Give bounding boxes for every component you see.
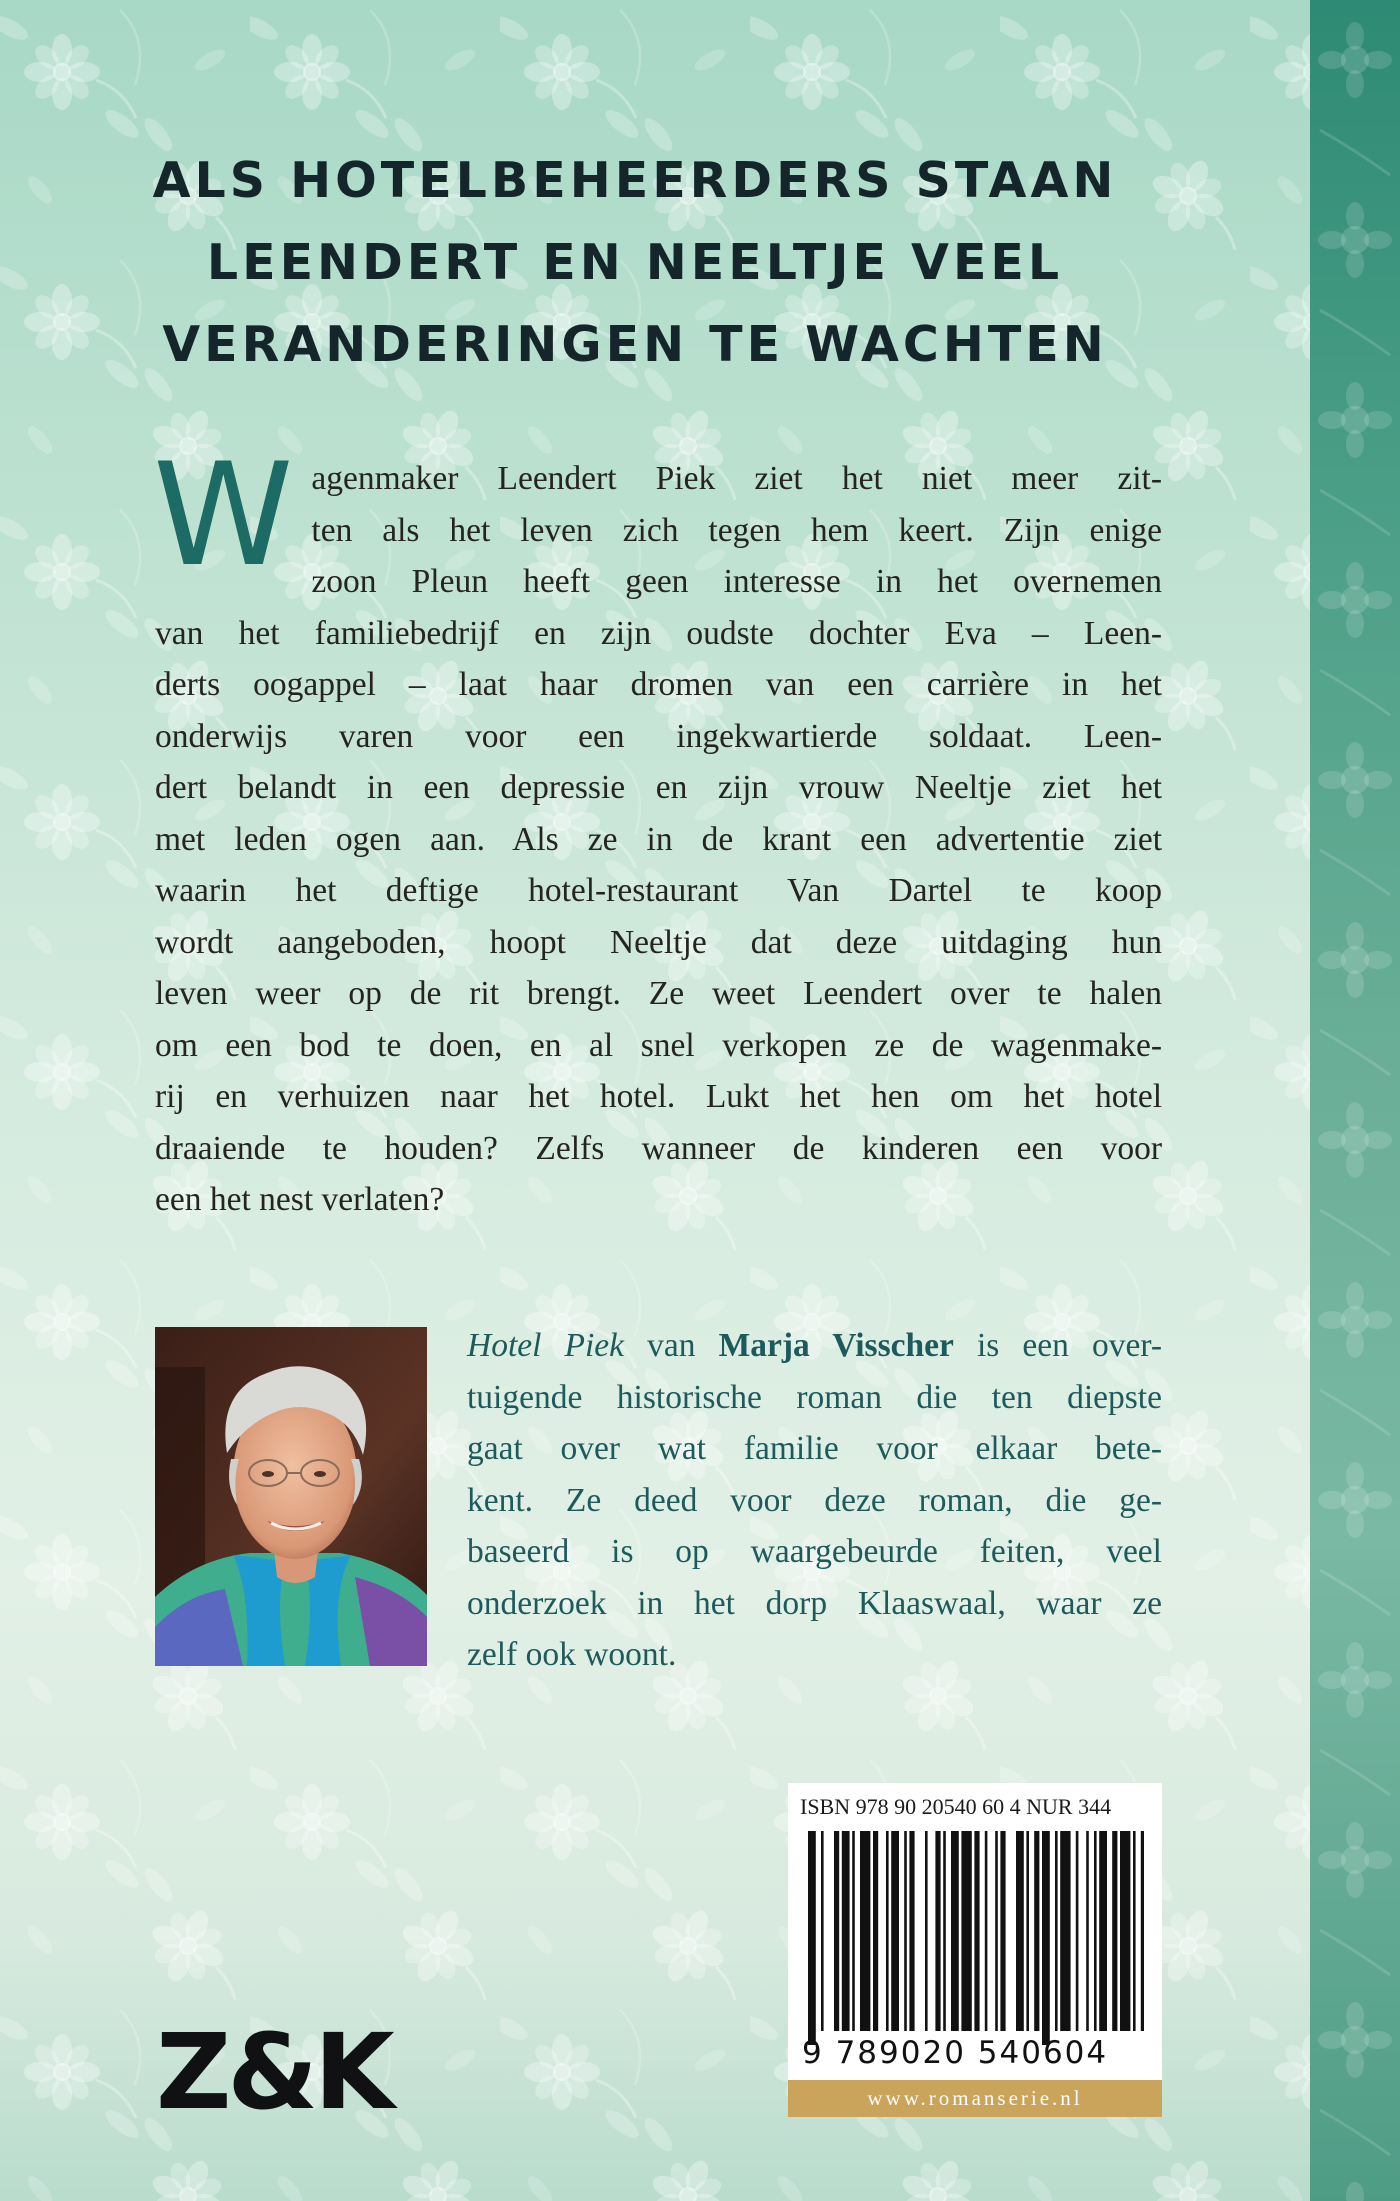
barcode-bar	[925, 1831, 928, 2031]
blurb-line: dert belandt in een depressie en zijn vrouw Neeltje ziet het	[155, 769, 1162, 806]
barcode-bar	[1112, 1831, 1117, 2031]
blurb-line: van het familiebedrijf en zijn oudste dochter Eva – Leen-	[155, 614, 1162, 652]
author-note-line: gaat over wat familie voor elkaar bete-	[467, 1430, 1162, 1467]
website-bar	[788, 2080, 1162, 2117]
headline	[150, 140, 1120, 386]
barcode-bar	[1000, 1831, 1005, 2031]
barcode-bar	[1086, 1831, 1089, 2031]
barcode-bar	[1042, 1831, 1050, 2045]
barcode-bar	[1094, 1831, 1097, 2031]
barcode-bar	[852, 1831, 855, 2031]
barcode-bar	[909, 1831, 914, 2031]
barcode-bar	[891, 1831, 899, 2031]
barcode-bar	[886, 1831, 889, 2031]
spine-floral-pattern	[1310, 0, 1400, 2201]
headline-line: VERANDERINGEN TE WACHTEN	[162, 316, 1108, 373]
barcode-bar	[951, 1831, 959, 2031]
barcode-bar	[1034, 1831, 1039, 2031]
barcode-bar	[1133, 1831, 1136, 2031]
barcode-bar	[935, 1831, 940, 2031]
author-note-connector: van	[624, 1327, 719, 1364]
barcode-bar	[974, 1831, 979, 2031]
barcode-bar	[808, 1831, 816, 2045]
author-note-line: zelf ook woont.	[467, 1636, 677, 1673]
barcode-bar	[1026, 1831, 1029, 2031]
isbn-text: ISBN 978 90 20540 60 4 NUR 344	[800, 1794, 1112, 1819]
barcode-bar	[985, 1831, 988, 2031]
author-note-line	[467, 1320, 1162, 1372]
blurb-line: leven weer op de rit brengt. Ze weet Leendert over te halen	[155, 975, 1162, 1012]
barcode-bar	[1016, 1831, 1024, 2031]
blurb-line: ten als het leven zich tegen hem keert. Zijn enige	[311, 511, 1162, 549]
barcode-bar	[1060, 1831, 1070, 2031]
barcode-bar	[904, 1831, 907, 2031]
barcode-bar	[943, 1831, 946, 2031]
spine-strip	[1310, 0, 1400, 2201]
barcode-bar	[995, 1831, 998, 2031]
barcode-bar	[834, 1831, 839, 2031]
headline-line: LEENDERT EN NEELTJE VEEL	[206, 234, 1064, 291]
blurb-line: zoon Pleun heeft geen interesse in het overnemen	[311, 563, 1162, 600]
barcode-bar	[1099, 1831, 1107, 2031]
book-title: Hotel Piek	[467, 1327, 625, 1364]
blurb-line: agenmaker Leendert Piek ziet het niet meer zit-	[311, 460, 1162, 497]
blurb-line: om een bod te doen, en al snel verkopen ze de wagenmake-	[155, 1026, 1162, 1064]
author-note-text: is een over-	[953, 1327, 1163, 1364]
author-note	[467, 1320, 1162, 1681]
barcode-bar	[1141, 1831, 1144, 2031]
blurb-line: draaiende te houden? Zelfs wanneer de kinderen een voor	[155, 1129, 1162, 1167]
blurb-paragraph	[153, 433, 1162, 1226]
blurb-line: rij en verhuizen naar het hotel. Lukt het hen om het hotel	[155, 1078, 1162, 1115]
barcode-panel	[788, 1783, 1162, 2117]
author-note-line: kent. Ze deed voor deze roman, die ge-	[467, 1481, 1162, 1519]
blurb-line: een het nest verlaten?	[155, 1181, 445, 1218]
author-photo	[155, 1327, 427, 1666]
author-note-line: tuigende historische roman die ten diepste	[467, 1378, 1162, 1416]
barcode-bar	[1076, 1831, 1079, 2031]
publisher-logo: Z&K	[156, 2011, 391, 2133]
barcode-digits: 9 789020 540604	[802, 2035, 1109, 2071]
blurb-line: onderwijs varen voor een ingekwartierde soldaat. Leen-	[155, 717, 1162, 755]
author-note-line: onderzoek in het dorp Klaaswaal, waar ze	[467, 1584, 1162, 1622]
website-url[interactable]: www.romanserie.nl	[867, 2086, 1083, 2110]
blurb-line: wordt aangeboden, hoopt Neeltje dat deze uitdaging hun	[155, 923, 1162, 961]
blurb-line: waarin het deftige hotel-restaurant Van Dartel te koop	[155, 872, 1162, 909]
barcode-bars	[808, 1831, 1144, 2045]
headline-line: ALS HOTELBEHEERDERS STAAN	[152, 152, 1118, 209]
barcode-bar	[821, 1831, 824, 2031]
author-note-line: baseerd is op waargebeurde feiten, veel	[467, 1533, 1162, 1570]
author-name: Marja Visscher	[718, 1327, 954, 1364]
blurb-line: met leden ogen aan. Als ze in de krant een advertentie ziet	[155, 820, 1162, 858]
barcode-bar	[842, 1831, 850, 2031]
barcode-bar	[1055, 1831, 1058, 2031]
barcode-bar	[873, 1831, 878, 2031]
blurb-line: derts oogappel – laat haar dromen van een carrière in het	[155, 666, 1162, 703]
barcode-bar	[961, 1831, 971, 2031]
barcode-bar	[1120, 1831, 1130, 2031]
barcode-bar	[860, 1831, 870, 2031]
drop-cap: W	[153, 433, 294, 598]
